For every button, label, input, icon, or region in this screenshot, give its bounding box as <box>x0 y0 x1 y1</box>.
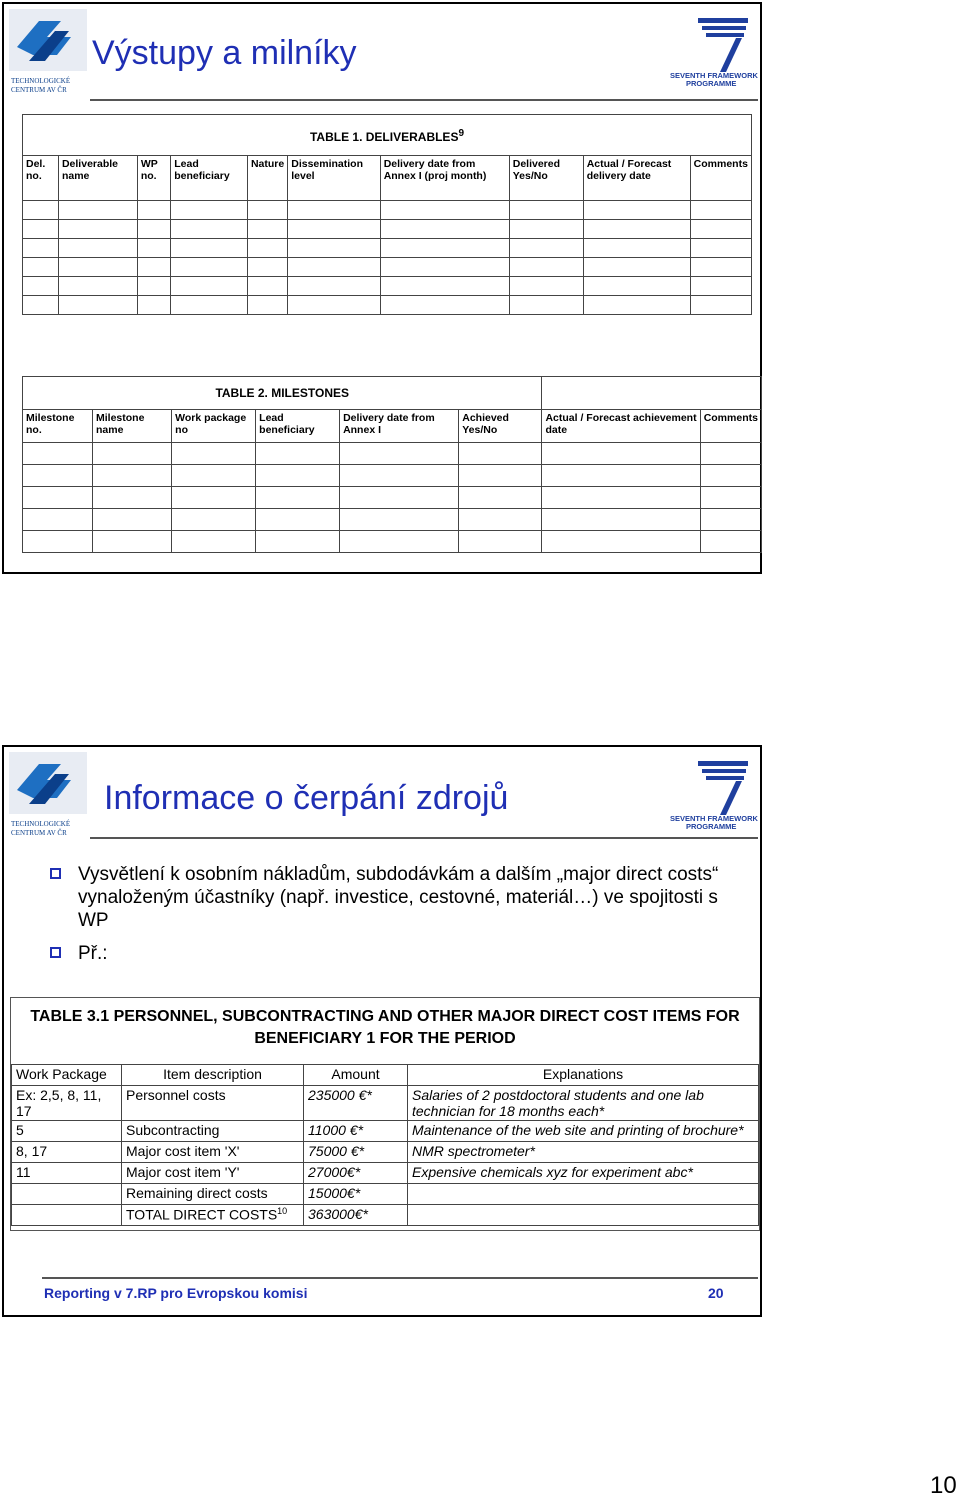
slide-title: Výstupy a milníky <box>92 34 357 72</box>
empty-cell <box>288 239 380 258</box>
empty-cell <box>509 239 583 258</box>
amount-cell: 363000€* <box>304 1205 408 1226</box>
empty-cell <box>171 258 248 277</box>
empty-cell <box>690 201 751 220</box>
empty-cell <box>690 277 751 296</box>
empty-cell <box>171 239 248 258</box>
empty-cell <box>542 531 700 553</box>
empty-cell <box>583 220 690 239</box>
explanation-cell: Expensive chemicals xyz for experiment abc* <box>408 1163 759 1184</box>
bullet-square-icon <box>50 868 61 879</box>
empty-cell <box>93 531 172 553</box>
deliverables-header-cell: WP no. <box>137 156 170 201</box>
empty-cell <box>23 239 59 258</box>
empty-cell <box>93 465 172 487</box>
empty-cell <box>700 443 761 465</box>
empty-cell <box>171 277 248 296</box>
empty-cell <box>23 201 59 220</box>
empty-cell <box>380 220 509 239</box>
empty-cell <box>171 201 248 220</box>
empty-cell <box>23 487 93 509</box>
empty-cell <box>340 531 459 553</box>
cost-table-header-row <box>12 1065 759 1086</box>
deliverables-header-cell: Lead beneficiary <box>171 156 248 201</box>
cost-table-header-cell: Explanations <box>408 1065 759 1086</box>
table-row <box>23 220 752 239</box>
empty-cell <box>542 509 700 531</box>
empty-cell <box>247 220 287 239</box>
empty-cell <box>380 239 509 258</box>
empty-cell <box>288 296 380 315</box>
svg-text:PROGRAMME: PROGRAMME <box>686 822 737 831</box>
cost-table-header-cell: Item description <box>122 1065 304 1086</box>
table-row <box>12 1142 759 1163</box>
work-package-cell <box>12 1184 122 1205</box>
empty-cell <box>288 258 380 277</box>
empty-cell <box>690 258 751 277</box>
deliverables-header-cell: Delivered Yes/No <box>509 156 583 201</box>
svg-text:PROGRAMME: PROGRAMME <box>686 79 737 88</box>
empty-cell <box>256 509 340 531</box>
cost-items-table <box>11 1064 759 1226</box>
empty-cell <box>172 465 256 487</box>
svg-text:CENTRUM AV ČR: CENTRUM AV ČR <box>11 829 67 837</box>
table-row <box>23 258 752 277</box>
empty-cell <box>700 487 761 509</box>
empty-cell <box>459 487 542 509</box>
deliverables-caption: TABLE 1. DELIVERABLES$^9$ <box>23 115 752 156</box>
empty-cell <box>247 258 287 277</box>
table-row <box>12 1205 759 1226</box>
milestones-header-cell: Achieved Yes/No <box>459 410 542 443</box>
amount-cell: 27000€* <box>304 1163 408 1184</box>
work-package-cell: 8, 17 <box>12 1142 122 1163</box>
milestones-header-cell: Delivery date from Annex I <box>340 410 459 443</box>
empty-cell <box>93 487 172 509</box>
empty-cell <box>340 487 459 509</box>
empty-cell <box>172 443 256 465</box>
explanation-cell: NMR spectrometer* <box>408 1142 759 1163</box>
empty-cell <box>256 443 340 465</box>
milestones-header-cell: Milestone no. <box>23 410 93 443</box>
empty-cell <box>137 220 170 239</box>
table-row <box>23 239 752 258</box>
bullet-square-icon <box>50 947 61 958</box>
empty-cell <box>137 201 170 220</box>
empty-cell <box>137 296 170 315</box>
empty-cell <box>459 531 542 553</box>
deliverables-header-row <box>23 156 752 201</box>
item-description-cell: Major cost item 'X' <box>122 1142 304 1163</box>
seventh-framework-logo <box>668 757 758 832</box>
deliverables-table <box>22 114 752 315</box>
empty-cell <box>172 509 256 531</box>
empty-cell <box>58 239 137 258</box>
work-package-cell: 11 <box>12 1163 122 1184</box>
empty-cell <box>459 509 542 531</box>
empty-cell <box>583 258 690 277</box>
svg-text:TECHNOLOGICKÉ: TECHNOLOGICKÉ <box>11 820 71 828</box>
empty-cell <box>58 220 137 239</box>
empty-cell <box>137 239 170 258</box>
table-row <box>23 487 762 509</box>
empty-cell <box>288 277 380 296</box>
slide-resource-usage <box>2 745 762 1317</box>
empty-cell <box>23 509 93 531</box>
work-package-cell: 5 <box>12 1121 122 1142</box>
empty-cell <box>172 487 256 509</box>
table-row <box>12 1163 759 1184</box>
amount-cell: 11000 €* <box>304 1121 408 1142</box>
svg-text:SEVENTH FRAMEWORK: SEVENTH FRAMEWORK <box>670 71 758 80</box>
seventh-framework-logo <box>668 14 758 89</box>
slide-outputs-milestones <box>2 2 762 574</box>
table-row <box>23 509 762 531</box>
empty-cell <box>256 465 340 487</box>
empty-cell <box>459 443 542 465</box>
bullet-item <box>50 863 740 932</box>
table-row <box>23 531 762 553</box>
empty-cell <box>137 258 170 277</box>
empty-cell <box>583 277 690 296</box>
bullet-list <box>50 863 740 975</box>
empty-cell <box>23 531 93 553</box>
empty-cell <box>58 258 137 277</box>
footer-text: Reporting v 7.RP pro Evropskou komisi <box>44 1285 308 1301</box>
empty-cell <box>380 277 509 296</box>
bullet-text: Vysvětlení k osobním nákladům, subdodávkám a dalším „major direct costs“ vynaloženým účastníky (např. investice, cestovné, materiál…) ve spojitosti s WP <box>78 864 719 931</box>
empty-cell <box>247 296 287 315</box>
empty-cell <box>690 220 751 239</box>
cost-table-caption: TABLE 3.1 PERSONNEL, SUBCONTRACTING AND OTHER MAJOR DIRECT COST ITEMS FOR BENEFICIARY 1 FOR THE PERIOD <box>30 1008 740 1047</box>
technologicke-centrum-logo <box>9 9 87 95</box>
empty-cell <box>93 443 172 465</box>
table-row <box>12 1086 759 1121</box>
empty-cell <box>23 258 59 277</box>
empty-cell <box>542 465 700 487</box>
deliverables-header-cell: Comments <box>690 156 751 201</box>
table-row <box>23 201 752 220</box>
empty-cell <box>583 201 690 220</box>
empty-cell <box>509 201 583 220</box>
empty-cell <box>288 220 380 239</box>
empty-cell <box>700 465 761 487</box>
empty-cell <box>23 443 93 465</box>
cost-table-header-cell: Work Package <box>12 1065 122 1086</box>
item-description-cell: Personnel costs <box>122 1086 304 1121</box>
milestones-header-row <box>23 410 762 443</box>
empty-cell <box>700 531 761 553</box>
explanation-cell: Salaries of 2 postdoctoral students and one lab technician for 18 months each* <box>408 1086 759 1121</box>
svg-text:TECHNOLOGICKÉ: TECHNOLOGICKÉ <box>11 77 71 85</box>
empty-cell <box>340 509 459 531</box>
empty-cell <box>583 239 690 258</box>
explanation-cell: Maintenance of the web site and printing of brochure* <box>408 1121 759 1142</box>
deliverables-header-cell: Deliverable name <box>58 156 137 201</box>
empty-cell <box>542 443 700 465</box>
cost-items-table-image <box>10 997 760 1231</box>
page-number: 10 <box>930 1472 957 1499</box>
amount-cell: 15000€* <box>304 1184 408 1205</box>
empty-cell <box>288 201 380 220</box>
item-description-cell: TOTAL DIRECT COSTS$^{10}$ <box>122 1205 304 1226</box>
milestones-header-cell: Milestone name <box>93 410 172 443</box>
empty-cell <box>247 239 287 258</box>
empty-cell <box>58 296 137 315</box>
empty-cell <box>247 201 287 220</box>
amount-cell: 75000 €* <box>304 1142 408 1163</box>
empty-cell <box>380 201 509 220</box>
item-description-cell: Subcontracting <box>122 1121 304 1142</box>
empty-cell <box>690 239 751 258</box>
empty-cell <box>171 220 248 239</box>
table-row <box>12 1184 759 1205</box>
empty-cell <box>509 296 583 315</box>
table-row <box>23 443 762 465</box>
deliverables-header-cell: Actual / Forecast delivery date <box>583 156 690 201</box>
svg-text:CENTRUM AV ČR: CENTRUM AV ČR <box>11 86 67 94</box>
table-row <box>23 465 762 487</box>
empty-cell <box>247 277 287 296</box>
work-package-cell <box>12 1205 122 1226</box>
empty-cell <box>700 509 761 531</box>
empty-cell <box>583 296 690 315</box>
explanation-cell <box>408 1184 759 1205</box>
work-package-cell: Ex: 2,5, 8, 11, 17 <box>12 1086 122 1121</box>
table-row <box>23 296 752 315</box>
empty-cell <box>58 201 137 220</box>
empty-cell <box>690 296 751 315</box>
item-description-cell: Remaining direct costs <box>122 1184 304 1205</box>
item-description-cell: Major cost item 'Y' <box>122 1163 304 1184</box>
empty-cell <box>459 465 542 487</box>
milestones-caption: TABLE 2. MILESTONES <box>23 377 542 410</box>
deliverables-header-cell: Dissemination level <box>288 156 380 201</box>
empty-cell <box>23 296 59 315</box>
empty-cell <box>137 277 170 296</box>
empty-cell <box>23 277 59 296</box>
empty-cell <box>380 258 509 277</box>
empty-cell <box>256 531 340 553</box>
deliverables-header-cell: Del. no. <box>23 156 59 201</box>
bullet-text: Př.: <box>78 943 108 964</box>
bullet-item <box>50 942 740 965</box>
empty-cell <box>172 531 256 553</box>
empty-cell <box>340 465 459 487</box>
deliverables-header-cell: Delivery date from Annex I (proj month) <box>380 156 509 201</box>
milestones-table <box>22 376 762 553</box>
milestones-header-cell: Lead beneficiary <box>256 410 340 443</box>
table-row <box>23 277 752 296</box>
empty-cell <box>23 465 93 487</box>
empty-cell <box>340 443 459 465</box>
empty-cell <box>509 220 583 239</box>
milestones-header-cell: Actual / Forecast achievement date <box>542 410 700 443</box>
amount-cell: 235000 €* <box>304 1086 408 1121</box>
empty-cell <box>542 487 700 509</box>
cost-table-header-cell: Amount <box>304 1065 408 1086</box>
milestones-header-cell: Comments <box>700 410 761 443</box>
technologicke-centrum-logo <box>9 752 87 838</box>
empty-cell <box>93 509 172 531</box>
explanation-cell <box>408 1205 759 1226</box>
empty-cell <box>509 258 583 277</box>
deliverables-header-cell: Nature <box>247 156 287 201</box>
slide-number: 20 <box>708 1285 724 1301</box>
svg-text:SEVENTH FRAMEWORK: SEVENTH FRAMEWORK <box>670 814 758 823</box>
table-row <box>12 1121 759 1142</box>
empty-cell <box>171 296 248 315</box>
milestones-header-cell: Work package no <box>172 410 256 443</box>
empty-cell <box>58 277 137 296</box>
empty-cell <box>509 277 583 296</box>
empty-cell <box>380 296 509 315</box>
empty-cell <box>23 220 59 239</box>
slide-title: Informace o čerpání zdrojů <box>104 779 509 817</box>
empty-cell <box>256 487 340 509</box>
